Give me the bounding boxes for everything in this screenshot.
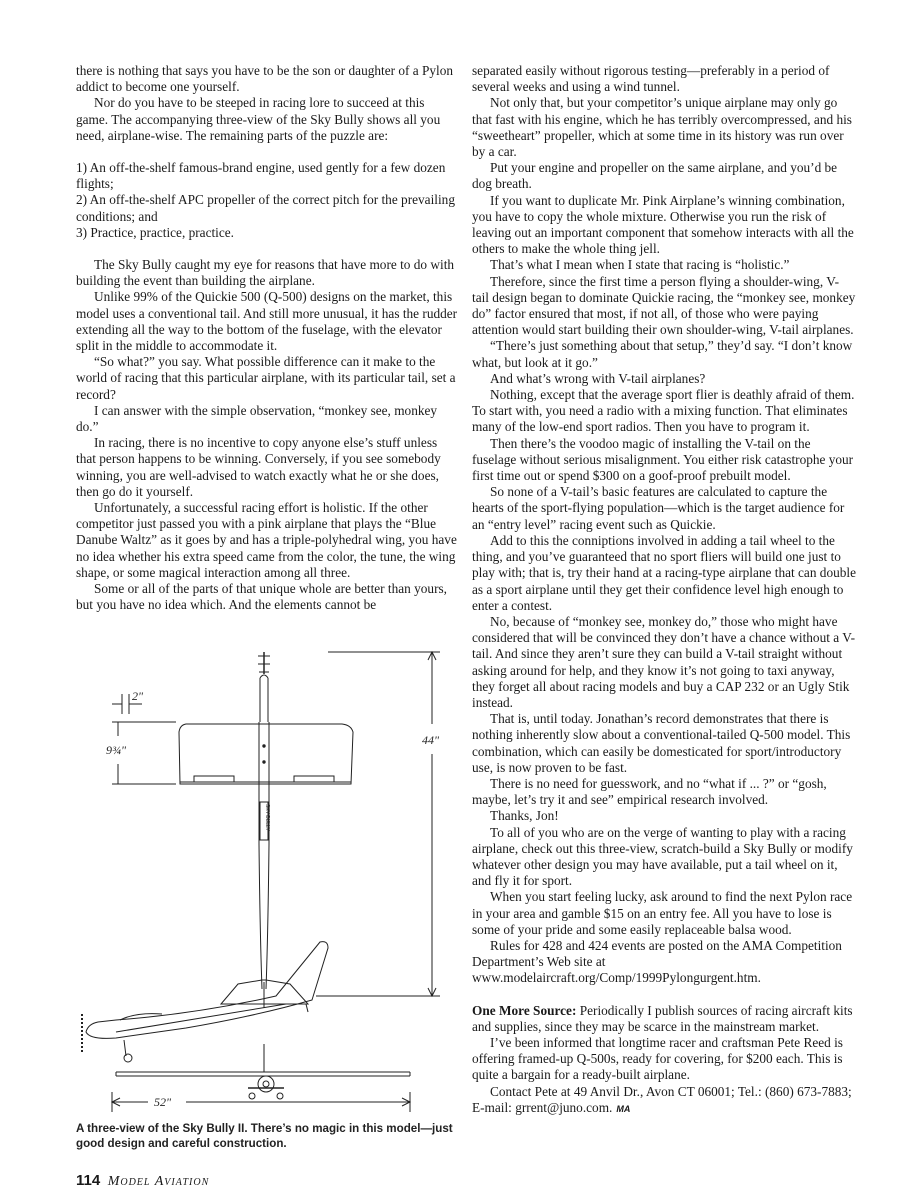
list-item: 1) An off-the-shelf famous-brand engine, used gently for a few dozen flights; bbox=[76, 160, 446, 192]
fuselage-label: SKY BULLY bbox=[264, 804, 270, 831]
left-column bbox=[76, 63, 458, 614]
paragraph: separated easily without rigorous testing—preferably in a period of several weeks and using a wind tunnel. bbox=[472, 63, 830, 95]
paragraph: I’ve been informed that longtime racer and craftsman Pete Reed is offering framed-up Q-500s, ready for covering, for $200 each. This is quite a bargain for a ready-built airplane. bbox=[472, 1034, 843, 1083]
paragraph: Therefore, since the first time a person flying a shoulder-wing, V-tail design began to dominate Quickie racing, the “monkey see, monkey do” factor ensured that most, if not all, of those who were paying attention would start building their own shoulder-wing, V-tail airplanes. bbox=[472, 273, 856, 338]
dim-top-label: 2" bbox=[132, 689, 144, 703]
paragraph: Thanks, Jon! bbox=[490, 808, 559, 824]
dim-chord-label: 9¾" bbox=[106, 743, 127, 757]
side-view bbox=[82, 942, 328, 1062]
magazine-title: Model Aviation bbox=[107, 1174, 210, 1189]
paragraph: That’s what I mean when I state that racing is “holistic.” bbox=[490, 257, 790, 273]
paragraph: “So what?” you say. What possible difference can it make to the world of racing that this particular airplane, with its particular tail, set a record? bbox=[76, 354, 456, 402]
front-view bbox=[116, 1044, 410, 1099]
paragraph: Add to this the conniptions involved in adding a tail wheel to the thing, and you’ve guaranteed that no sport fliers will build one just to play with; that is, try their hand at a racing-type airplane that can double as a sport airplane until they get their confidence level high enough to enter a contest. bbox=[472, 532, 856, 613]
paragraph: The Sky Bully caught my eye for reasons that have more to do with building the event than building the airplane. bbox=[76, 257, 455, 289]
more-source-paragraph bbox=[472, 1003, 856, 1035]
paragraph: If you want to duplicate Mr. Pink Airplane’s winning combination, you have to copy the whole mixture. Otherwise you run the risk of leaving out an important component that somehow interacts with all the others to make the whole thing jell. bbox=[472, 192, 854, 257]
section-heading: One More Source: bbox=[472, 1002, 577, 1018]
dim-length-label: 44" bbox=[422, 733, 440, 747]
paragraph: Not only that, but your competitor’s unique airplane may only go that fast with his engine, which he has terribly overcompressed, and his “sweetheart” propeller, which at some time in its history was run over by a car. bbox=[472, 95, 852, 160]
paragraph: Nor do you have to be steeped in racing lore to succeed at this game. The accompanying three-view of the Sky Bully shows all you need, airplane-wise. The remaining parts of the puzzle are: bbox=[76, 95, 441, 143]
paragraph: When you start feeling lucky, ask around to find the next Pylon race in your area and gamble $15 on an entry fee. All you have to lose is some of your pride and some easily replaceable balsa wood. bbox=[472, 889, 853, 937]
paragraph: That is, until today. Jonathan’s record demonstrates that there is nothing inherently slow about a conventional-tailed Q-500 model. This combination, which can easily be domesticated for sport/introductory use, is now proven to be fast. bbox=[472, 711, 851, 775]
page-number: 114 bbox=[76, 1172, 101, 1189]
paragraph: In racing, there is no incentive to copy anyone else’s stuff unless that person happens to be winning. Conversely, if you see somebody winning, you are well-advised to watch exactly what he or she does, then go do it yourself. bbox=[76, 435, 441, 499]
paragraph: Rules for 428 and 424 events are posted on the AMA Competition Department’s Web site at www.modelaircraft.org/Comp/1999Pylongurgent.htm. bbox=[472, 937, 842, 986]
right-column bbox=[472, 63, 856, 1117]
three-view-svg bbox=[76, 644, 458, 1116]
paragraph: No, because of “monkey see, monkey do,” those who might have considered that will be convinced they don’t have a chance without a V-tail. And since they aren’t sure they can build a V-tail straight without asking around for help, and they know it’s not going to taxi anyway, they forget all about racing models and buy a CAP 232 or an Ugly Stik instead. bbox=[472, 613, 856, 710]
three-view-drawing bbox=[76, 644, 458, 1116]
figure-caption: A three-view of the Sky Bully II. There’s no magic in this model—just good design and careful construction. bbox=[76, 1122, 453, 1150]
contact-text: Contact Pete at 49 Anvil Dr., Avon CT 06001; Tel.: (860) 673-7883; E-mail: grrent@juno.com. bbox=[472, 1083, 852, 1115]
dimension-lines bbox=[112, 652, 440, 996]
paragraph: There is no need for guesswork, and no “what if ... ?” or “gosh, maybe, let’s try it and see” empirical research involved. bbox=[472, 775, 827, 808]
section-text: Periodically I publish sources of racing aircraft kits and supplies, since they may be scarce in the mainstream market. bbox=[472, 1002, 853, 1034]
paragraph: And what’s wrong with V-tail airplanes? bbox=[490, 370, 706, 386]
contact-paragraph bbox=[472, 1084, 856, 1117]
paragraph: I can answer with the simple observation, “monkey see, monkey do.” bbox=[76, 402, 438, 435]
dim-span-label: 52" bbox=[154, 1095, 172, 1109]
end-mark: MA bbox=[616, 1103, 631, 1114]
page-footer bbox=[76, 1172, 209, 1190]
paragraph: Unlike 99% of the Quickie 500 (Q-500) designs on the market, this model uses a conventional tail. And still more unusual, it has the rudder extending all the way to the bottom of the fuselage, with the elevator split in the middle to accommodate it. bbox=[76, 289, 458, 354]
list-item: 3) Practice, practice, practice. bbox=[76, 224, 234, 240]
paragraph: Put your engine and propeller on the same airplane, and you’d be dog breath. bbox=[472, 160, 838, 192]
paragraph: To all of you who are on the verge of wanting to play with a racing airplane, check out this three-view, scratch-build a Sky Bully or modify whatever other design you may have available, put a tail wheel on it, and fly it for sport. bbox=[472, 824, 853, 889]
paragraph: there is nothing that says you have to be the son or daughter of a Pylon addict to become one yourself. bbox=[76, 63, 454, 95]
paragraph: So none of a V-tail’s basic features are calculated to capture the hearts of the sport-flying population—which is the target audience for an “entry level” racing event such as Quickie. bbox=[472, 484, 845, 532]
paragraph: Then there’s the voodoo magic of installing the V-tail on the fuselage without serious misalignment. You either risk catastrophe your first time out or spend $300 on a goof-proof prebuilt model. bbox=[472, 435, 854, 484]
paragraph: Nothing, except that the average sport flier is deathly afraid of them. To start with, you need a radio with a mixing function. That eliminates many of the low-end sport radios. Then you have to program it. bbox=[472, 387, 855, 435]
paragraph: Some or all of the parts of that unique whole are better than yours, but you have no idea which. And the elements cannot be bbox=[76, 581, 448, 613]
list-item: 2) An off-the-shelf APC propeller of the correct pitch for the prevailing conditions; and bbox=[76, 192, 455, 224]
parts-list bbox=[76, 160, 458, 241]
paragraph: Unfortunately, a successful racing effort is holistic. If the other competitor just passed you with a pink airplane that plays the “Blue Danube Waltz” as it goes by and has a triple-polyhedral wing, you have no idea whether his extra speed came from the color, the tune, the wing shape, or some magical interaction among all three. bbox=[76, 500, 457, 580]
paragraph: “There’s just something about that setup,” they’d say. “I don’t know what, but look at it go.” bbox=[472, 338, 853, 370]
